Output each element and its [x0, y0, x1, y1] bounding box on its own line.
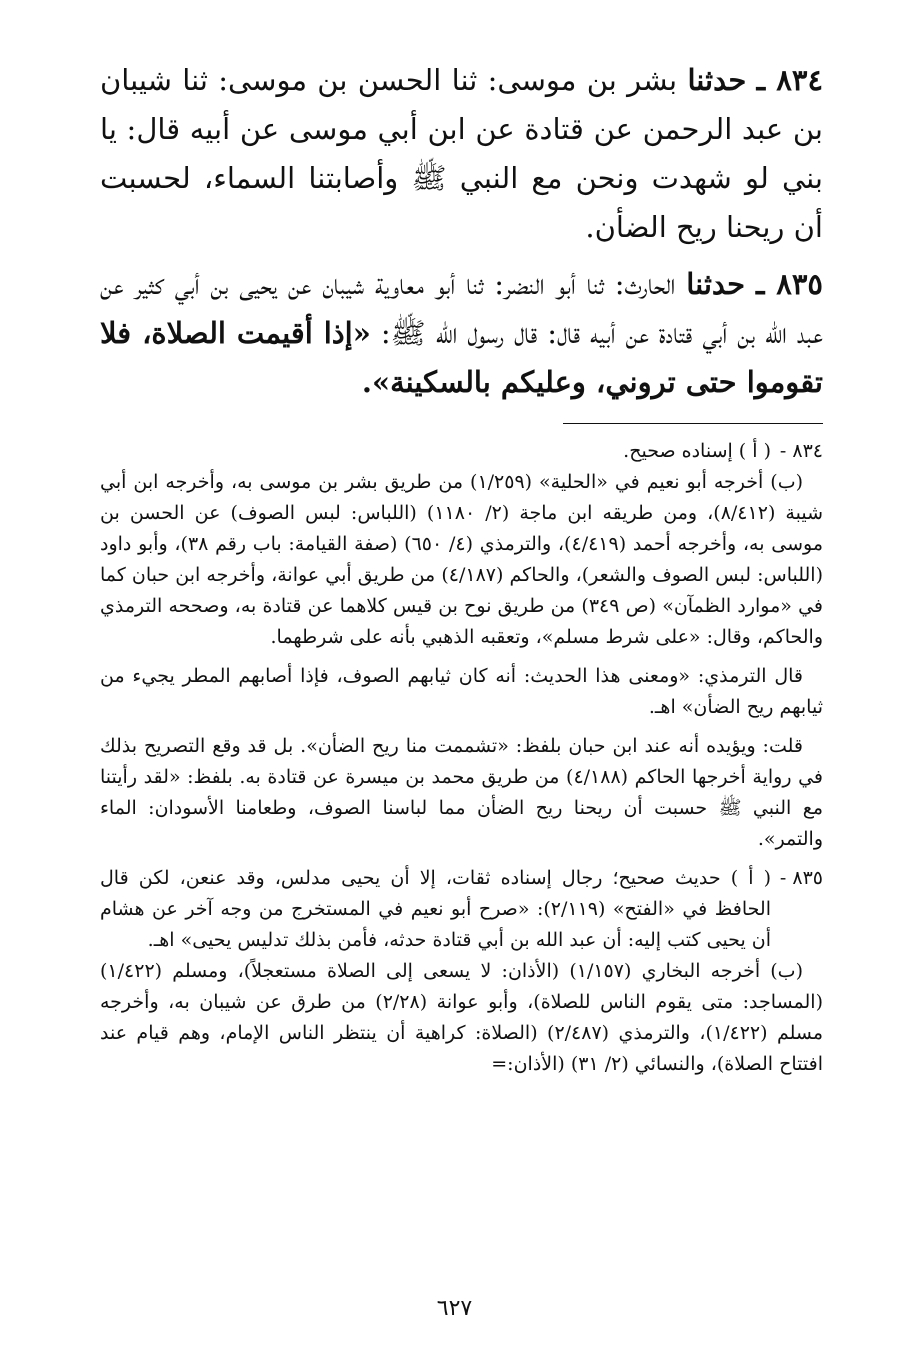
footnote-number: ٨٣٤ - [779, 440, 823, 462]
hadith-number: ٨٣٥ ـ [755, 267, 824, 301]
footnote-number: ٨٣٥ - [779, 867, 823, 889]
hadith-keyword: حدثنا [686, 267, 746, 301]
hadith-number: ٨٣٤ ـ [756, 63, 824, 97]
hadith-834 [100, 56, 823, 252]
footnote-835 [100, 863, 823, 956]
hadith-body: الحارث: ثنا أبو النضر: ثنا أبو معاوية شيبان عن يحيى بن أبي كثير عن عبد الله بن أبي قتادة عن أبيه قال: قال رسول الله ﷺ: [100, 267, 823, 350]
page-number: ٦٢٧ [436, 1296, 473, 1321]
footnote-text: ( أ ) إسناده صحيح. [623, 440, 771, 462]
footnote-834 [100, 436, 823, 467]
hadith-body: بشر بن موسى: ثنا الحسن بن موسى: ثنا شيبان بن عبد الرحمن عن قتادة عن ابن أبي موسى عن أبيه قال: يا بني لو شهدت ونحن مع النبي ﷺ وأصابتنا السماء، لحسبت أن ريحنا ريح الضأن. [100, 63, 823, 244]
footnotes [100, 436, 823, 1080]
hadith-keyword: حدثنا [687, 63, 747, 97]
footnote-paragraph: (ب) أخرجه أبو نعيم في «الحلية» (١/٢٥٩) من طريق بشر بن موسى به، وأخرجه ابن أبي شيبة (٨/٤١٢)، ومن طريقه ابن ماجة (٢/ ١١٨٠) (اللباس: لبس الصوف) عن الحسن بن موسى به، وأخرجه أحمد (٤/٤١٩)، والترمذي (٤/ ٦٥٠) (صفة القيامة: باب رقم ٣٨)، وأبو داود (اللباس: لبس الصوف والشعر)، والحاكم (٤/١٨٧) من طريق أبي عوانة، وأخرجه ابن حبان كما في «موارد الظمآن» (ص ٣٤٩) من طريق نوح بن قيس كلاهما عن قتادة به، وصححه الترمذي والحاكم، وقال: «على شرط مسلم»، وتعقبه الذهبي بأنه على شرطهما. [100, 471, 824, 648]
hadith-text [100, 56, 823, 407]
footnote-paragraph: قال الترمذي: «ومعنى هذا الحديث: أنه كان ثيابهم الصوف، فإذا أصابهم المطر يجيء من ثيابهم ريح الضأن» اهـ. [100, 665, 823, 718]
footnote-paragraph: (ب) أخرجه البخاري (١/١٥٧) (الأذان: لا يسعى إلى الصلاة مستعجلاً)، ومسلم (١/٤٢٢) (المساجد: متى يقوم الناس للصلاة)، وأبو عوانة (٢/٢٨) من طرق عن شيبان به، وأخرجه مسلم (١/٤٢٢)، والترمذي (٢/٤٨٧) (الصلاة: كراهية أن ينتظر الناس الإمام، وهم قيام عند افتتاح الصلاة)، والنسائي (٢/ ٣١) (الأذان:= [100, 960, 824, 1075]
hadith-quote: «إذا أقيمت الصلاة، فلا تقوموا حتى تروني، وعليكم بالسكينة». [100, 316, 823, 399]
footnote-text: ( أ ) حديث صحيح؛ رجال إسناده ثقات، إلا أن يحيى مدلس، وقد عنعن، لكن قال الحافظ في «الفتح» (٢/١١٩): «صرح أبو نعيم في المستخرج من وجه آخر عن هشام أن يحيى كتب إليه: أن عبد الله بن أبي قتادة حدثه، فأمن بذلك تدليس يحيى» اهـ. [100, 867, 771, 951]
footnote-divider [563, 423, 823, 424]
footnote-paragraph: قلت: ويؤيده أنه عند ابن حبان بلفظ: «تشممت منا ريح الضأن». بل قد وقع التصريح بذلك في رواية أخرجها الحاكم (٤/١٨٨) من طريق محمد بن ميسرة عن قتادة به. بلفظ: «لقد رأيتنا مع النبي ﷺ حسبت أن ريحنا ريح الضأن مما لباسنا الصوف، وطعامنا الأسودان: الماء والتمر». [100, 735, 823, 850]
hadith-835 [100, 260, 823, 407]
